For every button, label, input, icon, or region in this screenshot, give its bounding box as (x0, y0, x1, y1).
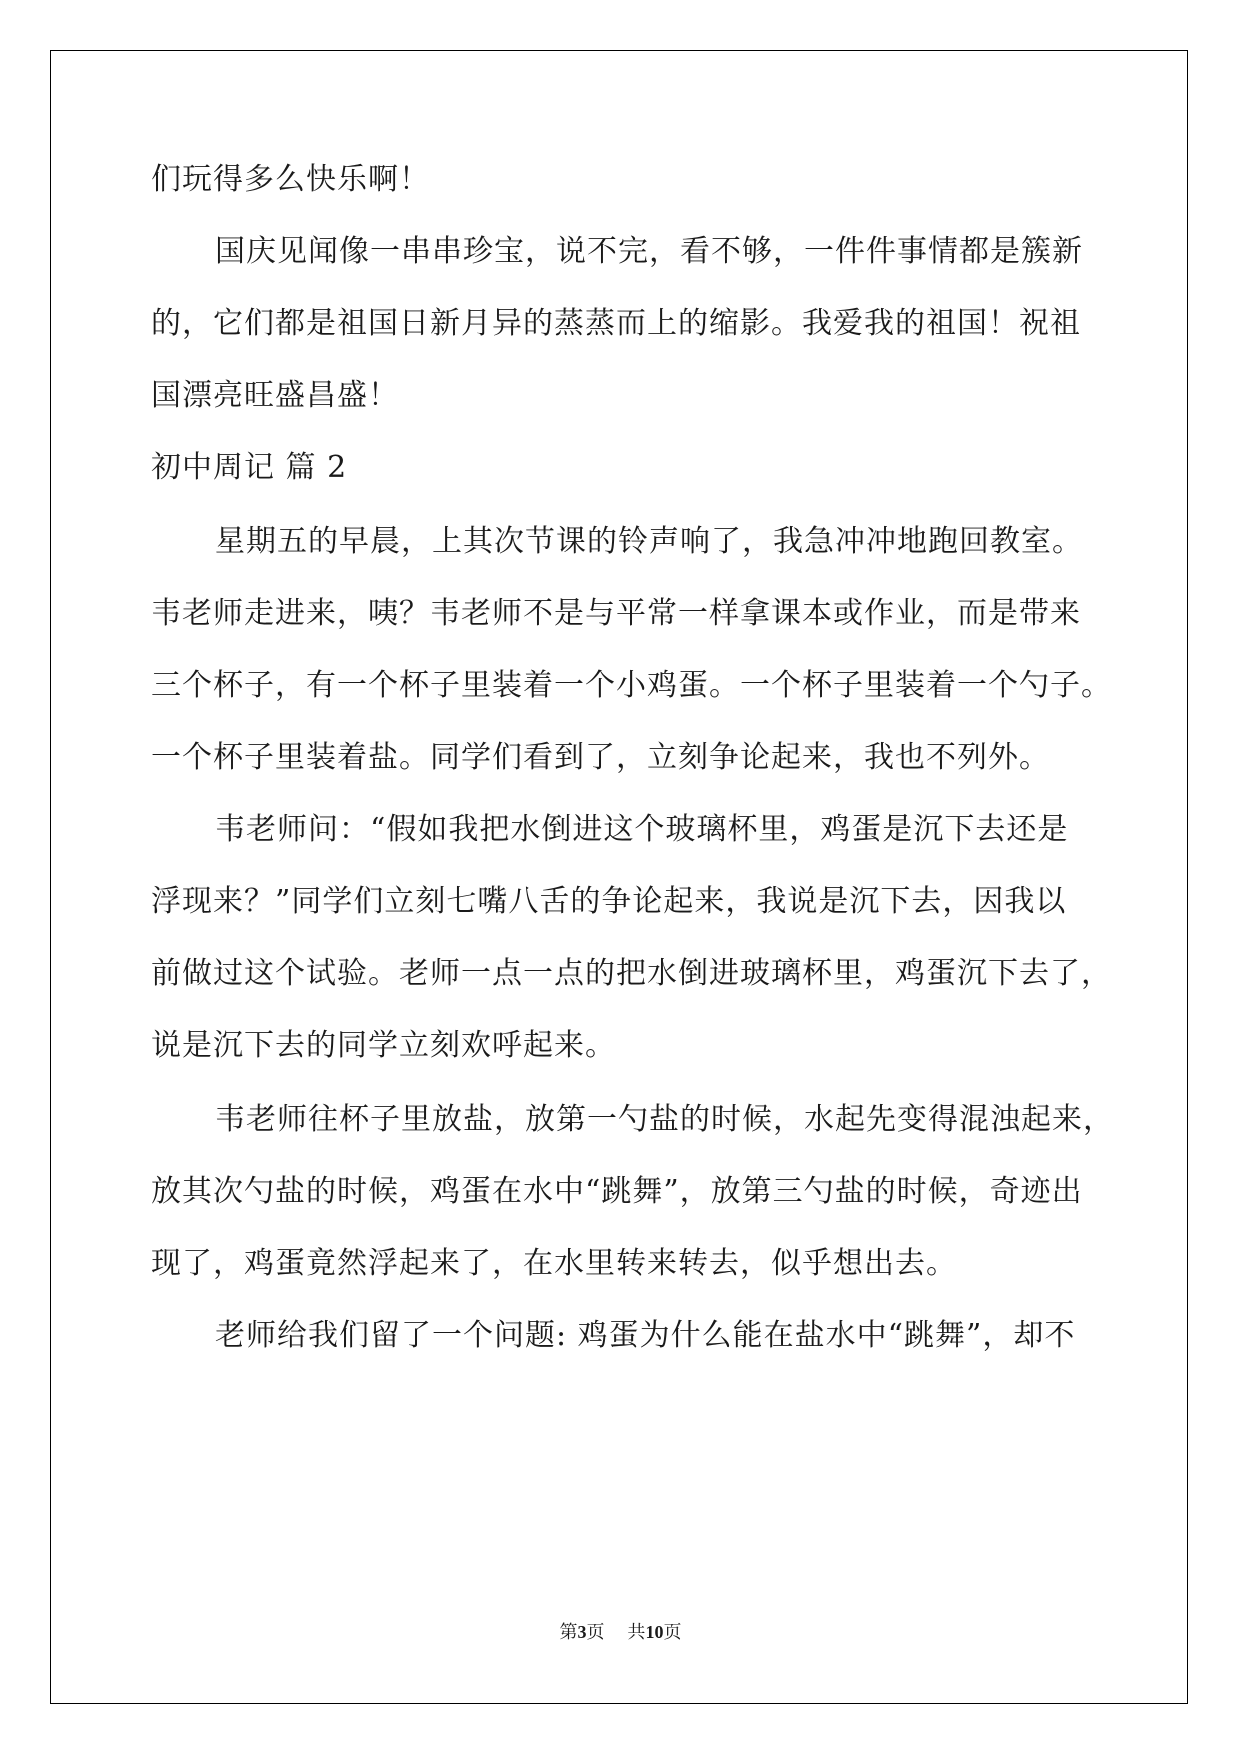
paragraph-line: 国庆见闻像一串串珍宝，说不完，看不够，一件件事情都是簇新 (215, 234, 1083, 269)
footer-suffix: 页 (663, 1622, 682, 1643)
current-page-number: 3 (577, 1622, 587, 1642)
text-line: 说是沉下去的同学立刻欢呼起来。 (151, 1028, 616, 1063)
text-line: 三个杯子，有一个杯子里装着一个小鸡蛋。一个杯子里装着一个勺子。 (151, 668, 1112, 703)
section-heading: 初中周记 篇 2 (151, 450, 348, 485)
total-page-count: 10 (645, 1622, 664, 1642)
paragraph-line: 老师给我们留了一个问题: 鸡蛋为什么能在盐水中“跳舞”，却不 (215, 1318, 1076, 1353)
text-line: 一个杯子里装着盐。同学们看到了，立刻争论起来，我也不列外。 (151, 740, 1050, 775)
paragraph-line: 韦老师往杯子里放盐，放第一勺盐的时候，水起先变得混浊起来， (215, 1102, 1114, 1137)
page-frame (50, 50, 1188, 1704)
text-line: 的，它们都是祖国日新月异的蒸蒸而上的缩影。我爱我的祖国！祝祖 (151, 306, 1081, 341)
text-line: 们玩得多么快乐啊！ (151, 162, 430, 197)
text-line: 现了，鸡蛋竟然浮起来了，在水里转来转去，似乎想出去。 (151, 1246, 957, 1281)
paragraph-line: 星期五的早晨，上其次节课的铃声响了，我急冲冲地跑回教室。 (215, 524, 1083, 559)
text-line: 放其次勺盐的时候，鸡蛋在水中“跳舞”，放第三勺盐的时候，奇迹出 (151, 1174, 1083, 1209)
page-footer (0, 1620, 1241, 1645)
text-line: 前做过这个试验。老师一点一点的把水倒进玻璃杯里，鸡蛋沉下去了， (151, 956, 1112, 991)
text-line: 国漂亮旺盛昌盛！ (151, 378, 399, 413)
footer-middle: 页 共 (586, 1622, 646, 1643)
footer-prefix: 第 (559, 1622, 578, 1643)
paragraph-line: 韦老师问：“假如我把水倒进这个玻璃杯里，鸡蛋是沉下去还是 (215, 812, 1069, 847)
text-line: 韦老师走进来，咦？韦老师不是与平常一样拿课本或作业，而是带来 (151, 596, 1081, 631)
text-line: 浮现来？”同学们立刻七嘴八舌的争论起来，我说是沉下去，因我以 (151, 884, 1067, 919)
